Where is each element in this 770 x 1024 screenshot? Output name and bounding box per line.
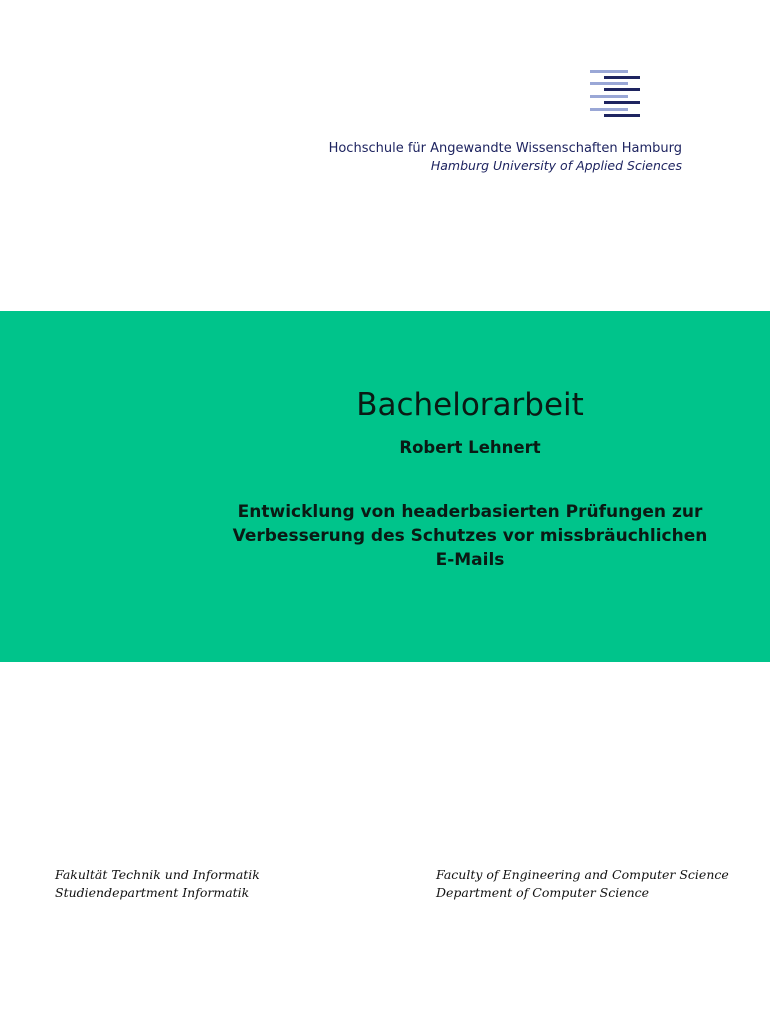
thesis-title-line: E-Mails: [435, 550, 505, 570]
logo-bar-light-4: [590, 108, 628, 111]
faculty-english: [436, 866, 729, 902]
logo-bar-dark-1: [604, 76, 640, 79]
department-name-german: Studiendepartment Informatik: [55, 885, 250, 900]
university-name: [329, 140, 682, 174]
logo-bar-light-1: [590, 70, 628, 73]
logo-bar-light-2: [590, 82, 628, 85]
thesis-type-heading: Bachelorarbeit: [356, 387, 584, 423]
thesis-title-line: Verbesserung des Schutzes vor missbräuchlichen: [232, 526, 708, 546]
thesis-title-line: Entwicklung von headerbasierten Prüfungen zur: [237, 502, 703, 522]
faculty-name-german: Fakultät Technik und Informatik: [55, 867, 260, 882]
university-logo-icon: [588, 70, 642, 120]
logo-bar-dark-3: [604, 101, 640, 104]
university-name-german: Hochschule für Angewandte Wissenschaften Hamburg: [328, 141, 682, 156]
author-name: Robert Lehnert: [399, 438, 541, 457]
department-name-english: Department of Computer Science: [436, 885, 650, 900]
logo-bar-dark-2: [604, 88, 640, 91]
faculty-name-english: Faculty of Engineering and Computer Science: [436, 867, 729, 882]
university-name-english: Hamburg University of Applied Sciences: [430, 158, 682, 173]
title-band: [0, 311, 770, 662]
faculty-german: [55, 866, 260, 902]
thesis-title: [190, 500, 750, 572]
logo-bar-light-3: [590, 95, 628, 98]
logo-bar-dark-4: [604, 114, 640, 117]
